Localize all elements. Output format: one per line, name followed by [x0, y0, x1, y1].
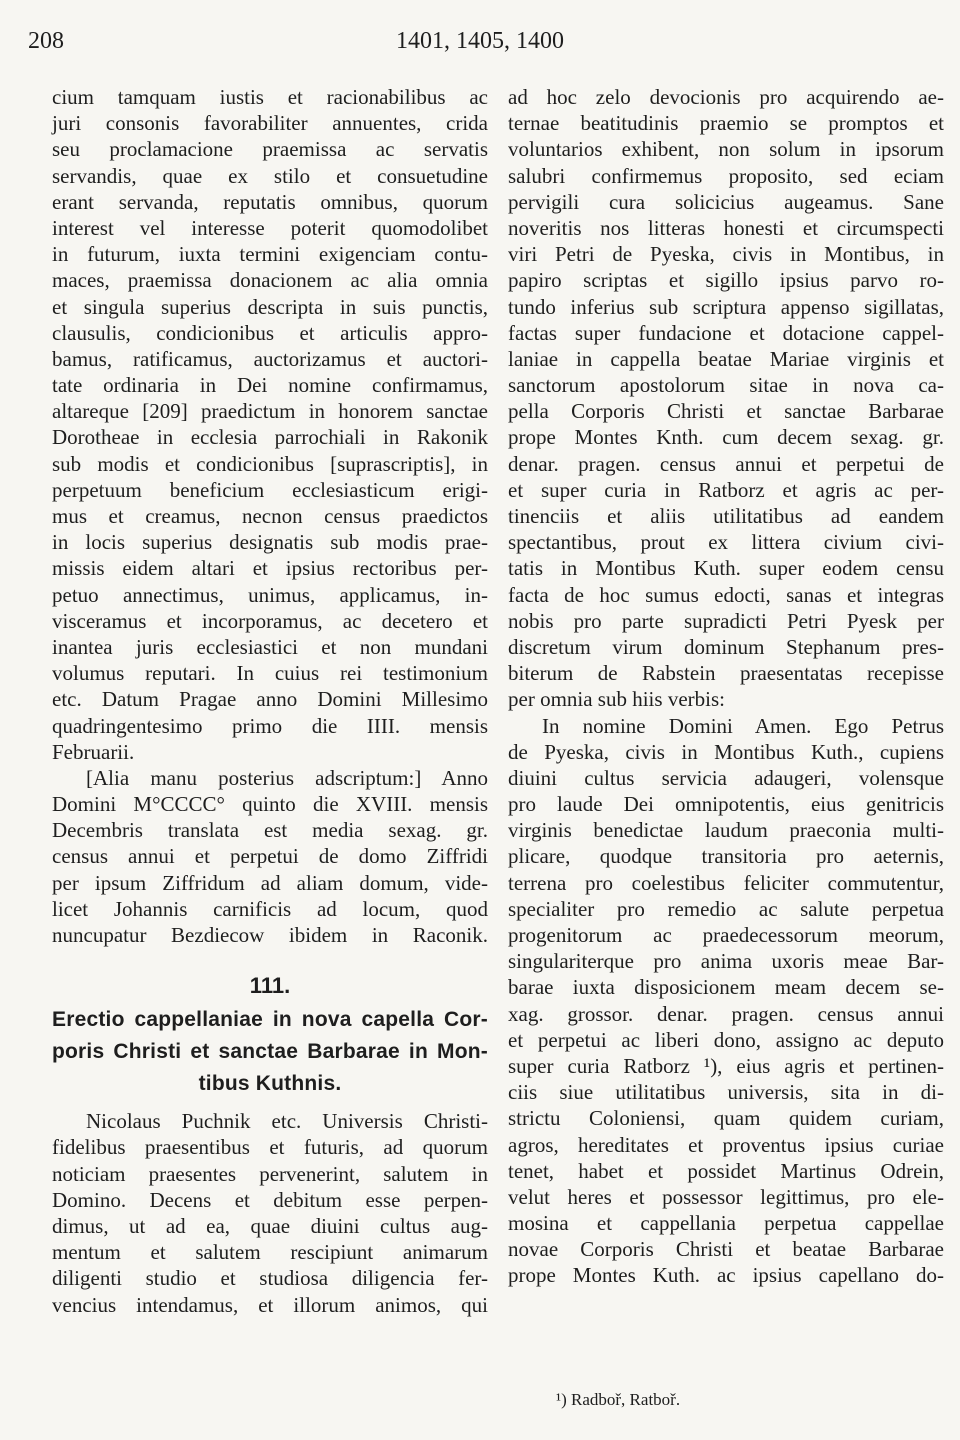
right-text-block — [508, 84, 944, 713]
text-line: tenet, habet et possidet Martinus Odrein, — [508, 1158, 944, 1183]
text-line: barae iuxta disposicionem meam decem se- — [508, 975, 944, 1000]
text-line: juri consonis favorabiliter annuentes, crida — [52, 111, 488, 136]
text-line: visceramus et incorporamus, ac decetero et — [52, 608, 488, 633]
text-line: erant servanda, reputatis omnibus, quorum — [52, 189, 488, 214]
left-text-block — [52, 84, 488, 765]
text-line: voluntarios exhibent, non solum in ipsorum — [508, 137, 944, 162]
footnote: ¹) Radboř, Ratboř. — [556, 1390, 681, 1409]
text-line: interest vel interesse poterit quomodolibet — [52, 215, 488, 240]
text-line: spectantibus, prout ex littera civium civi- — [508, 530, 944, 555]
text-line: maces, praemissa donacionem ac alia omnia — [52, 268, 488, 293]
text-line: servandis, quae ex stilo et consuetudine — [52, 163, 488, 188]
text-line: inantea juris ecclesiastici et non mundani — [52, 634, 488, 659]
note-line: [Alia manu posterius adscriptum:] Anno — [86, 765, 488, 790]
text-line: virginis benedictae laudum praeconia multi- — [508, 818, 944, 843]
text-line: salubri confirmemus proposito, sed eciam — [508, 163, 944, 188]
text-line: in futurum, iuxta termini exigenciam contu- — [52, 242, 488, 267]
text-line: seu proclamacione praemissa ac servatis — [52, 137, 488, 162]
section-heading — [52, 1004, 488, 1100]
text-line: discretum virum dominum Stephanum pres- — [508, 634, 944, 659]
text-line: dimus, ut ad ea, quae diuini cultus aug- — [52, 1213, 488, 1238]
text-line: Dorotheae in ecclesia parrochiali in Rakonik — [52, 425, 488, 450]
text-line: agros, hereditates et proventus ipsius curiae — [508, 1132, 944, 1157]
text-line: nobis pro parte supradicti Petri Pyesk per — [508, 608, 944, 633]
text-line: sanctorum apostolorum sitae in nova ca- — [508, 373, 944, 398]
note-line: Domini M°CCCC° quinto die XVIII. mensis — [52, 792, 488, 817]
text-line: petuo annectimus, unimus, applicamus, in- — [52, 582, 488, 607]
text-line: in locis superius designatis sub modis prae- — [52, 530, 488, 555]
text-line: per omnia sub hiis verbis: — [508, 687, 725, 712]
heading-line: poris Christi et sanctae Barbarae in Mon- — [52, 1040, 488, 1064]
text-line: denar. pragen. census annui et perpetui de — [508, 451, 944, 476]
text-line: Februarii. — [52, 739, 135, 764]
note-line: nuncupatur Bezdiecow ibidem in Raconik. — [52, 923, 488, 947]
note-line: Decembris translata est media sexag. gr. — [52, 818, 488, 843]
text-line: pella Corporis Christi et sanctae Barbarae — [508, 399, 944, 424]
text-line: pervigili cura solicicius augeamus. Sane — [508, 189, 944, 214]
document-body-start — [52, 1108, 488, 1318]
page-header — [0, 28, 960, 62]
text-line: ciis siue utilitatibus universis, sita in di- — [508, 1080, 944, 1105]
text-line: tinenciis et aliis utilitatibus ad eandem — [508, 504, 944, 528]
text-line: volumus reputari. In cuius rei testimonium — [52, 661, 488, 686]
left-column — [52, 84, 488, 1318]
text-line: bamus, ratificamus, auctorizamus et auctori- — [52, 346, 488, 371]
text-line: novae Corporis Christi et beatae Barbarae — [508, 1237, 944, 1262]
text-line: plicare, quodque transitoria pro aeternis, — [508, 844, 944, 869]
text-line: strictu Coloniensi, quam quidem curiam, — [508, 1106, 944, 1131]
note-line: licet Johannis carnificis ad locum, quod — [52, 896, 488, 921]
text-line: In nomine Domini Amen. Ego Petrus — [542, 713, 944, 738]
text-line: biterum de Rabstein praesentatas recepisse — [508, 661, 944, 686]
text-line: clausulis, condicionibus et articulis appro- — [52, 320, 488, 345]
heading-spacer — [52, 1100, 488, 1108]
text-line: quadringentesimo primo die IIII. mensis — [52, 713, 488, 738]
marginal-note — [52, 765, 488, 948]
text-line: factas super fundacione et dotacione cappel- — [508, 320, 944, 345]
text-line: et super curia in Ratborz et agris ac per- — [508, 477, 944, 502]
heading-line: Erectio cappellaniae in nova capella Cor- — [52, 1008, 488, 1032]
running-head: 1401, 1405, 1400 — [396, 28, 564, 54]
text-line: et singula superius descripta in suis punctis, — [52, 294, 488, 319]
text-line: prope Montes Knth. cum decem sexag. gr. — [508, 425, 944, 450]
text-line: fidelibus praesentibus et futuris, ad quorum — [52, 1135, 488, 1160]
section-spacer — [52, 948, 488, 968]
text-line: xag. grossor. denar. pragen. census annui — [508, 1001, 944, 1026]
document-number: 111. — [249, 973, 291, 999]
text-line: prope Montes Kuth. ac ipsius capellano do- — [508, 1263, 944, 1288]
text-line: progenitorum ac praedecessorum meorum, — [508, 923, 944, 947]
text-line: noticiam praesentes pervenerint, salutem in — [52, 1161, 488, 1186]
text-line: perpetuum beneficium ecclesiasticum erigi- — [52, 477, 488, 502]
text-line: papiro scriptas et sigillo ipsius parvo ro- — [508, 268, 944, 293]
text-line: vencius intendamus, et illorum animos, qui — [52, 1292, 488, 1317]
text-line: specialiter pro remedio ac salute perpetua — [508, 896, 944, 921]
text-line: mosina et cappellania perpetua cappellae — [508, 1211, 944, 1236]
text-line: Nicolaus Puchnik etc. Universis Christi- — [86, 1109, 488, 1134]
text-line: mentum et salutem rescipiunt animarum — [52, 1240, 488, 1265]
note-line: per ipsum Ziffridum ad aliam domum, vide- — [52, 870, 488, 895]
charter-text — [508, 713, 944, 1289]
text-line: pro laude Dei omnipotentis, eius genitricis — [508, 792, 944, 817]
page-number: 208 — [28, 28, 64, 54]
text-line: cium tamquam iustis et racionabilibus ac — [52, 85, 488, 109]
text-line: etc. Datum Pragae anno Domini Millesimo — [52, 687, 488, 712]
text-line: super curia Ratborz ¹), eius agris et pertinen- — [508, 1053, 944, 1078]
text-line: laniae in cappella beatae Mariae virginis et — [508, 346, 944, 371]
text-line: tatis in Montibus Kuth. super eodem censu — [508, 556, 944, 581]
text-line: singulariterque pro anima uxoris meae Bar- — [508, 949, 944, 974]
text-line: terrena pro coelestibus feliciter commutentur, — [508, 870, 944, 895]
text-line: altareque [209] praedictum in honorem sanctae — [52, 399, 488, 424]
text-line: tate ordinaria in Dei nomine confirmamus, — [52, 373, 488, 398]
text-line: noveritis nos litteras honesti et circumspecti — [508, 215, 944, 240]
text-line: viri Petri de Pyeska, civis in Montibus, in — [508, 242, 944, 267]
heading-line: tibus Kuthnis. — [198, 1072, 342, 1096]
text-line: tundo inferius sub scriptura appenso sigillatas, — [508, 294, 944, 319]
text-line: ad hoc zelo devocionis pro acquirendo ae- — [508, 85, 944, 109]
text-line: diuini cultus servicia adaugeri, volensque — [508, 765, 944, 790]
text-line: diligenti studio et studiosa diligencia fer- — [52, 1266, 488, 1291]
note-line: census annui et perpetui de domo Ziffridi — [52, 844, 488, 869]
right-column — [508, 84, 944, 1289]
text-line: missis eidem altari et ipsius rectoribus per- — [52, 556, 488, 581]
text-line: facta de hoc sumus edocti, sanas et integras — [508, 582, 944, 607]
text-line: sub modis et condicionibus [suprascriptis], in — [52, 451, 488, 476]
text-line: ternae beatitudinis praemio se promptos et — [508, 111, 944, 136]
text-line: velut heres et possessor legittimus, pro ele- — [508, 1184, 944, 1209]
text-line: et perpetui ac liberi dono, assigno ac deputo — [508, 1027, 944, 1052]
text-line: mus et creamus, necnon census praedictos — [52, 504, 488, 528]
text-line: de Pyeska, civis in Montibus Kuth., cupiens — [508, 739, 944, 764]
text-line: Domino. Decens et debitum esse perpen- — [52, 1187, 488, 1212]
